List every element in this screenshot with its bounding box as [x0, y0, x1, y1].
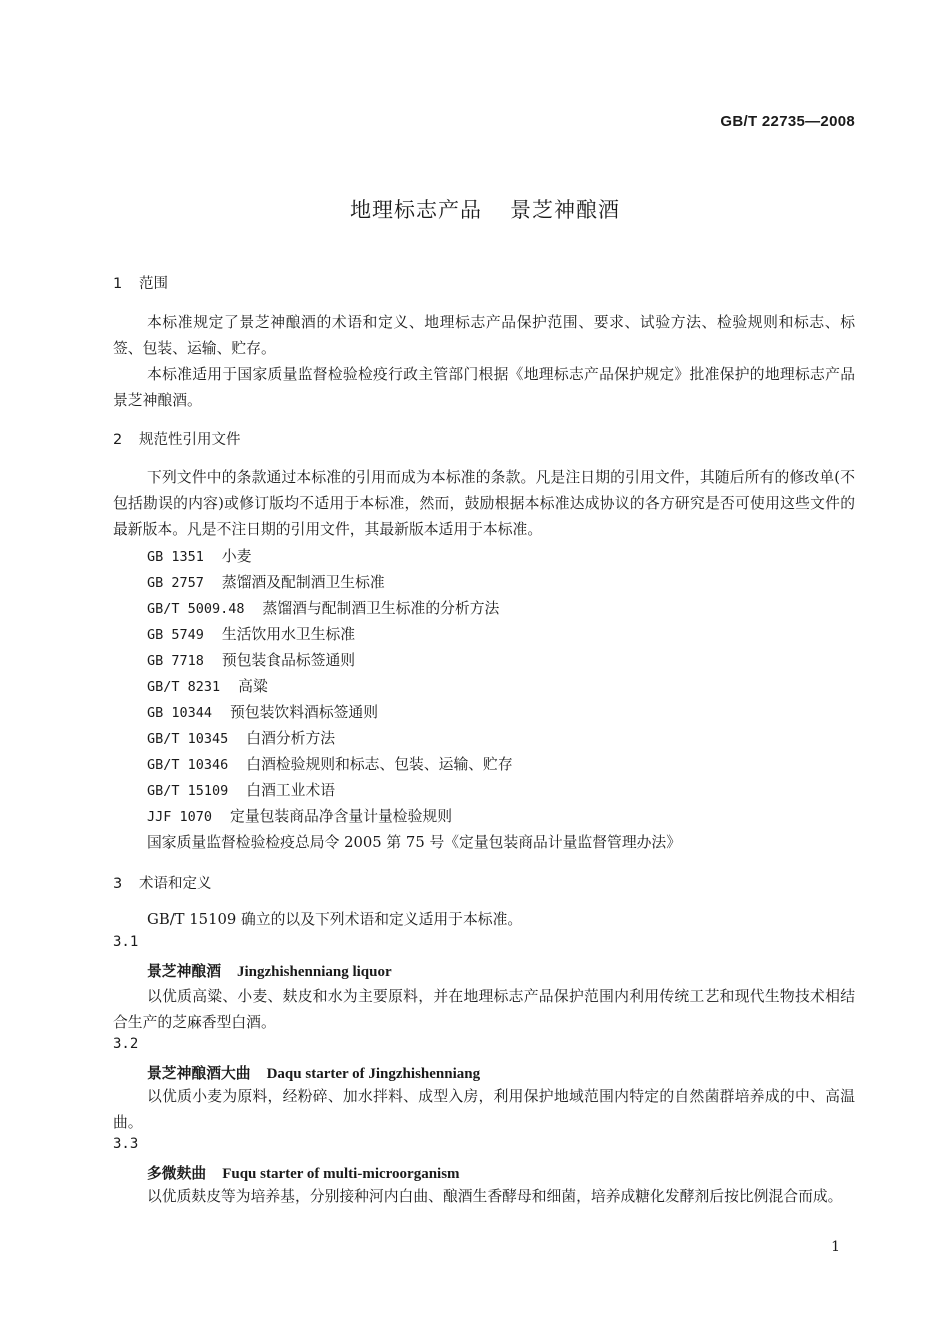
reference-item [147, 701, 378, 722]
term-cn: 景芝神酿酒 [147, 963, 221, 980]
document-title [0, 194, 950, 224]
standard-code: GB/T 22735—2008 [720, 113, 855, 130]
reference-item [147, 649, 355, 670]
reference-code: GB/T 10346 [147, 757, 229, 773]
section-title: 规范性引用文件 [139, 432, 241, 448]
section-title: 范围 [139, 276, 168, 292]
reference-name: 白酒工业术语 [246, 782, 336, 799]
term-definition: 以优质麸皮等为培养基，分别接种河内白曲、酿酒生香酵母和细菌，培养成糖化发酵剂后按比例混合而成。 [147, 1188, 843, 1205]
reference-name: 预包装食品标签通则 [221, 652, 356, 669]
reference-item [147, 597, 499, 618]
reference-item [147, 779, 335, 800]
reference-code: GB 7718 [147, 653, 204, 669]
term-number: 3.3 [113, 1136, 139, 1152]
reference-name: 高粱 [238, 678, 268, 695]
reference-name: 定量包装商品净含量计量检验规则 [230, 808, 452, 825]
reference-name: 蒸馏酒及配制酒卫生标准 [221, 574, 385, 591]
reference-item [147, 623, 355, 644]
reference-code: GB/T 10345 [147, 731, 229, 747]
reference-name: 白酒分析方法 [246, 730, 336, 747]
term-cn: 景芝神酿酒大曲 [147, 1065, 251, 1082]
title-part-2: 景芝神酿酒 [510, 198, 620, 222]
reference-item [147, 675, 268, 696]
reference-item [147, 571, 385, 592]
reference-code: GB/T 8231 [147, 679, 221, 695]
reference-item [147, 545, 252, 566]
reference-name: 白酒检验规则和标志、包装、运输、贮存 [246, 756, 513, 773]
section-number: 1 [113, 276, 123, 292]
title-part-1: 地理标志产品 [350, 198, 482, 222]
reference-name: 生活饮用水卫生标准 [221, 626, 356, 643]
section-number: 3 [113, 876, 123, 892]
reference-item [147, 753, 513, 774]
reference-code: GB/T 15109 [147, 783, 229, 799]
term-cn: 多微麸曲 [147, 1165, 207, 1182]
reference-code: JJF 1070 [147, 809, 213, 825]
section-1-heading [113, 272, 168, 293]
section-3-heading [113, 872, 212, 893]
section-1-paragraph-2: 本标准适用于国家质量监督检验检疫行政主管部门根据《地理标志产品保护规定》批准保护的地理标志产品景芝神酿酒。 [113, 366, 855, 409]
reference-item [147, 805, 452, 826]
section-number: 2 [113, 432, 123, 448]
reference-name: 预包装饮料酒标签通则 [230, 704, 379, 721]
term-heading [147, 1062, 480, 1083]
term-en: Daqu starter of Jingzhishenniang [266, 1066, 481, 1082]
term-definition: 以优质高粱、小麦、麸皮和水为主要原料，并在地理标志产品保护范围内利用传统工艺和现代生物技术相结合生产的芝麻香型白酒。 [113, 988, 855, 1031]
section-2-paragraph-1: 下列文件中的条款通过本标准的引用而成为本标准的条款。凡是注日期的引用文件，其随后所有的修改单(不包括勘误的内容)或修订版均不适用于本标准，然而，鼓励根据本标准达成协议的各方研究是否可使用这些文件的最新版本。凡是不注日期的引用文件，其最新版本适用于本标准。 [113, 469, 855, 538]
reference-item [147, 727, 335, 748]
reference-item-decree: 国家质量监督检验检疫总局令 2005 第 75 号《定量包装商品计量监督管理办法》 [147, 834, 682, 851]
reference-code: GB 1351 [147, 549, 204, 565]
reference-code: GB/T 5009.48 [147, 601, 245, 617]
reference-code: GB 5749 [147, 627, 204, 643]
term-heading [147, 1162, 460, 1183]
term-number: 3.1 [113, 934, 139, 950]
term-en: Fuqu starter of multi-microorganism [222, 1166, 460, 1182]
section-3-paragraph-1: GB/T 15109 确立的以及下列术语和定义适用于本标准。 [147, 911, 523, 928]
section-2-heading [113, 428, 241, 449]
term-heading [147, 960, 392, 981]
section-title: 术语和定义 [139, 876, 212, 892]
term-en: Jingzhishenniang liquor [237, 964, 392, 980]
reference-name: 蒸馏酒与配制酒卫生标准的分析方法 [262, 600, 500, 617]
reference-code: GB 10344 [147, 705, 213, 721]
reference-code: GB 2757 [147, 575, 204, 591]
page-number: 1 [831, 1239, 840, 1255]
section-1-paragraph-1: 本标准规定了景芝神酿酒的术语和定义、地理标志产品保护范围、要求、试验方法、检验规则和标志、标签、包装、运输、贮存。 [113, 314, 855, 357]
term-definition: 以优质小麦为原料，经粉碎、加水拌料、成型入房，利用保护地域范围内特定的自然菌群培养成的中、高温曲。 [113, 1088, 855, 1131]
term-number: 3.2 [113, 1036, 139, 1052]
reference-name: 小麦 [221, 548, 252, 565]
